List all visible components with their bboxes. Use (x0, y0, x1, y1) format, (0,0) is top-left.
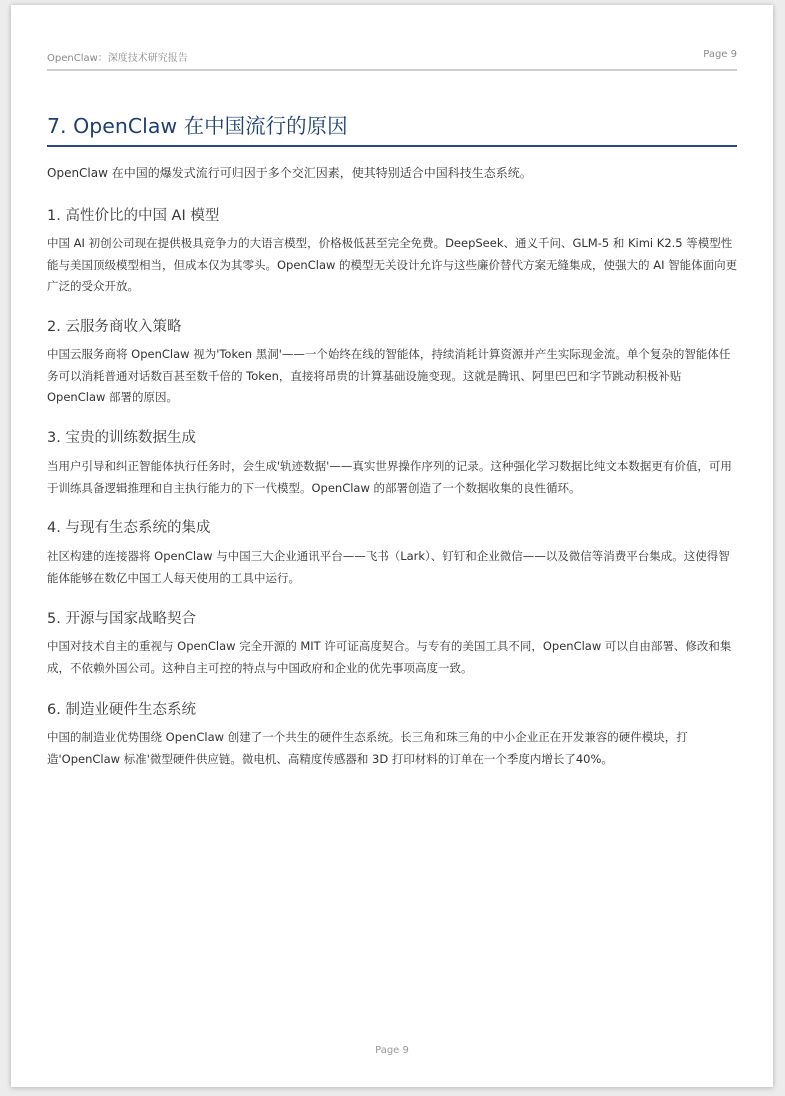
section-heading-1: 1. 高性价比的中国 AI 模型 (47, 208, 220, 224)
chapter-intro: OpenClaw 在中国的爆发式流行可归因于多个交汇因素，使其特别适合中国科技生态系统。 (47, 166, 532, 180)
section-heading-2: 2. 云服务商收入策略 (47, 319, 182, 335)
running-header (47, 49, 737, 71)
section-heading-6: 6. 制造业硬件生态系统 (47, 702, 196, 718)
footer-page-number: Page 9 (375, 1045, 409, 1056)
section-body-6: 中国的制造业优势围绕 OpenClaw 创建了一个共生的硬件生态系统。长三角和珠三角的中小企业正在开发兼容的硬件模块，打造'OpenClaw 标准'微型硬件供应链。微电机、高精度传感器和 3D 打印材料的订单在一个季度内增长了40%。 (47, 730, 688, 766)
section-body-4: 社区构建的连接器将 OpenClaw 与中国三大企业通讯平台——飞书（Lark）、钉钉和企业微信——以及微信等消费平台集成。这使得智能体能够在数亿中国工人每天使用的工具中运行。 (47, 549, 730, 585)
section-body-1: 中国 AI 初创公司现在提供极具竞争力的大语言模型，价格极低甚至完全免费。DeepSeek、通义千问、GLM-5 和 Kimi K2.5 等模型性能与美国顶级模型相当，但成本仅为其零头。OpenClaw 的模型无关设计允许与这些廉价替代方案无缝集成，使强大的 AI 智能体面向更广泛的受众开放。 (47, 236, 738, 293)
section-heading-5: 5. 开源与国家战略契合 (47, 611, 196, 627)
report-title: OpenClaw：深度技术研究报告 (47, 53, 188, 64)
section-body-5: 中国对技术自主的重视与 OpenClaw 完全开源的 MIT 许可证高度契合。与专有的美国工具不同，OpenClaw 可以自由部署、修改和集成，不依赖外国公司。这种自主可控的特点与中国政府和企业的优先事项高度一致。 (47, 639, 732, 675)
section-heading-4: 4. 与现有生态系统的集成 (47, 520, 211, 536)
section-body-2: 中国云服务商将 OpenClaw 视为'Token 黑洞'——一个始终在线的智能体，持续消耗计算资源并产生实际现金流。单个复杂的智能体任务可以消耗普通对话数百甚至数千倍的 Token，直接将昂贵的计算基础设施变现。这就是腾讯、阿里巴巴和字节跳动积极补贴 OpenClaw 部署的原因。 (47, 347, 731, 404)
document-page (11, 5, 773, 1087)
section-body-3: 当用户引导和纠正智能体执行任务时，会生成'轨迹数据'——真实世界操作序列的记录。这种强化学习数据比纯文本数据更有价值，可用于训练具备逻辑推理和自主执行能力的下一代模型。OpenClaw 的部署创造了一个数据收集的良性循环。 (47, 459, 732, 495)
header-page-number: Page 9 (703, 49, 737, 60)
chapter-title: 7. OpenClaw 在中国流行的原因 (47, 113, 737, 147)
section-heading-3: 3. 宝贵的训练数据生成 (47, 430, 196, 446)
